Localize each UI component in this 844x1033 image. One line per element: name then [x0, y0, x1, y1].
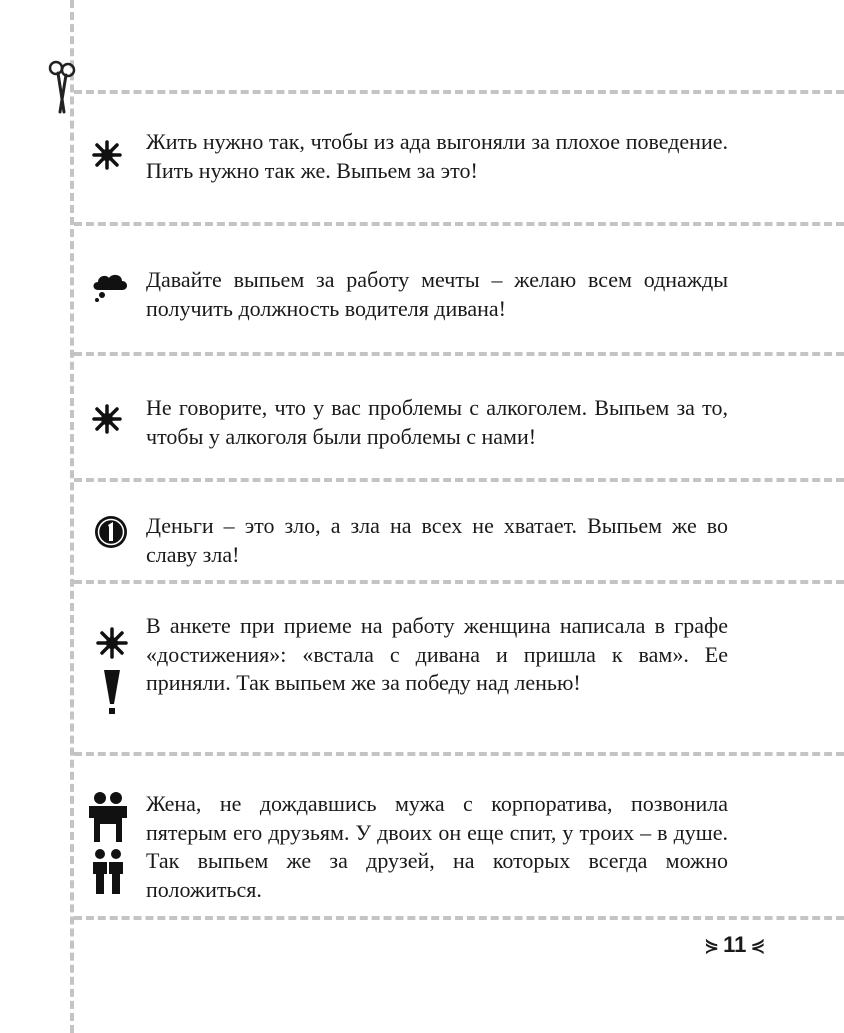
star-burst-and-exclamation-icon: [96, 626, 128, 718]
toast-text: В анкете при приеме на работу женщина написала в графе «достижения»: «встала с дивана и пришла к вам». Ее приняли. Так выпьем же за победу над ленью!: [146, 613, 728, 695]
page-number: [704, 932, 765, 958]
cut-line-horizontal: [74, 90, 844, 94]
right-marker-icon: ⋞: [750, 934, 766, 955]
thought-cloud-icon: [90, 272, 130, 304]
people-group-icon: [86, 790, 130, 896]
cut-line-horizontal: [74, 916, 844, 920]
cut-line-vertical: [70, 0, 74, 1033]
page-number-text: 11: [723, 932, 747, 957]
cut-line-horizontal: [74, 478, 844, 482]
cut-line-horizontal: [74, 222, 844, 226]
star-burst-icon: [92, 404, 122, 434]
toast-text: Жить нужно так, чтобы из ада выгоняли за плохое поведение. Пить нужно так же. Выпьем за это!: [146, 129, 728, 183]
cut-line-horizontal: [74, 752, 844, 756]
left-marker-icon: ⋟: [704, 934, 720, 955]
cut-line-horizontal: [74, 352, 844, 356]
cut-line-horizontal: [74, 580, 844, 584]
scissors-icon: [48, 60, 76, 116]
toast-text: Жена, не дождавшись мужа с корпоратива, позвонила пятерым его друзьям. У двоих он еще спит, у троих – в душе. Так выпьем же за друзей, на которых всегда можно положиться.: [146, 791, 728, 902]
toast-text: Не говорите, что у вас проблемы с алкоголем. Выпьем за то, чтобы у алкоголя были проблемы с нами!: [146, 395, 728, 449]
toast-text: Давайте выпьем за работу мечты – желаю всем однажды получить должность водителя дивана!: [146, 267, 728, 321]
toast-text: Деньги – это зло, а зла на всех не хватает. Выпьем же во славу зла!: [146, 513, 728, 567]
star-burst-icon: [92, 140, 122, 170]
number-one-circle-icon: [93, 514, 129, 550]
